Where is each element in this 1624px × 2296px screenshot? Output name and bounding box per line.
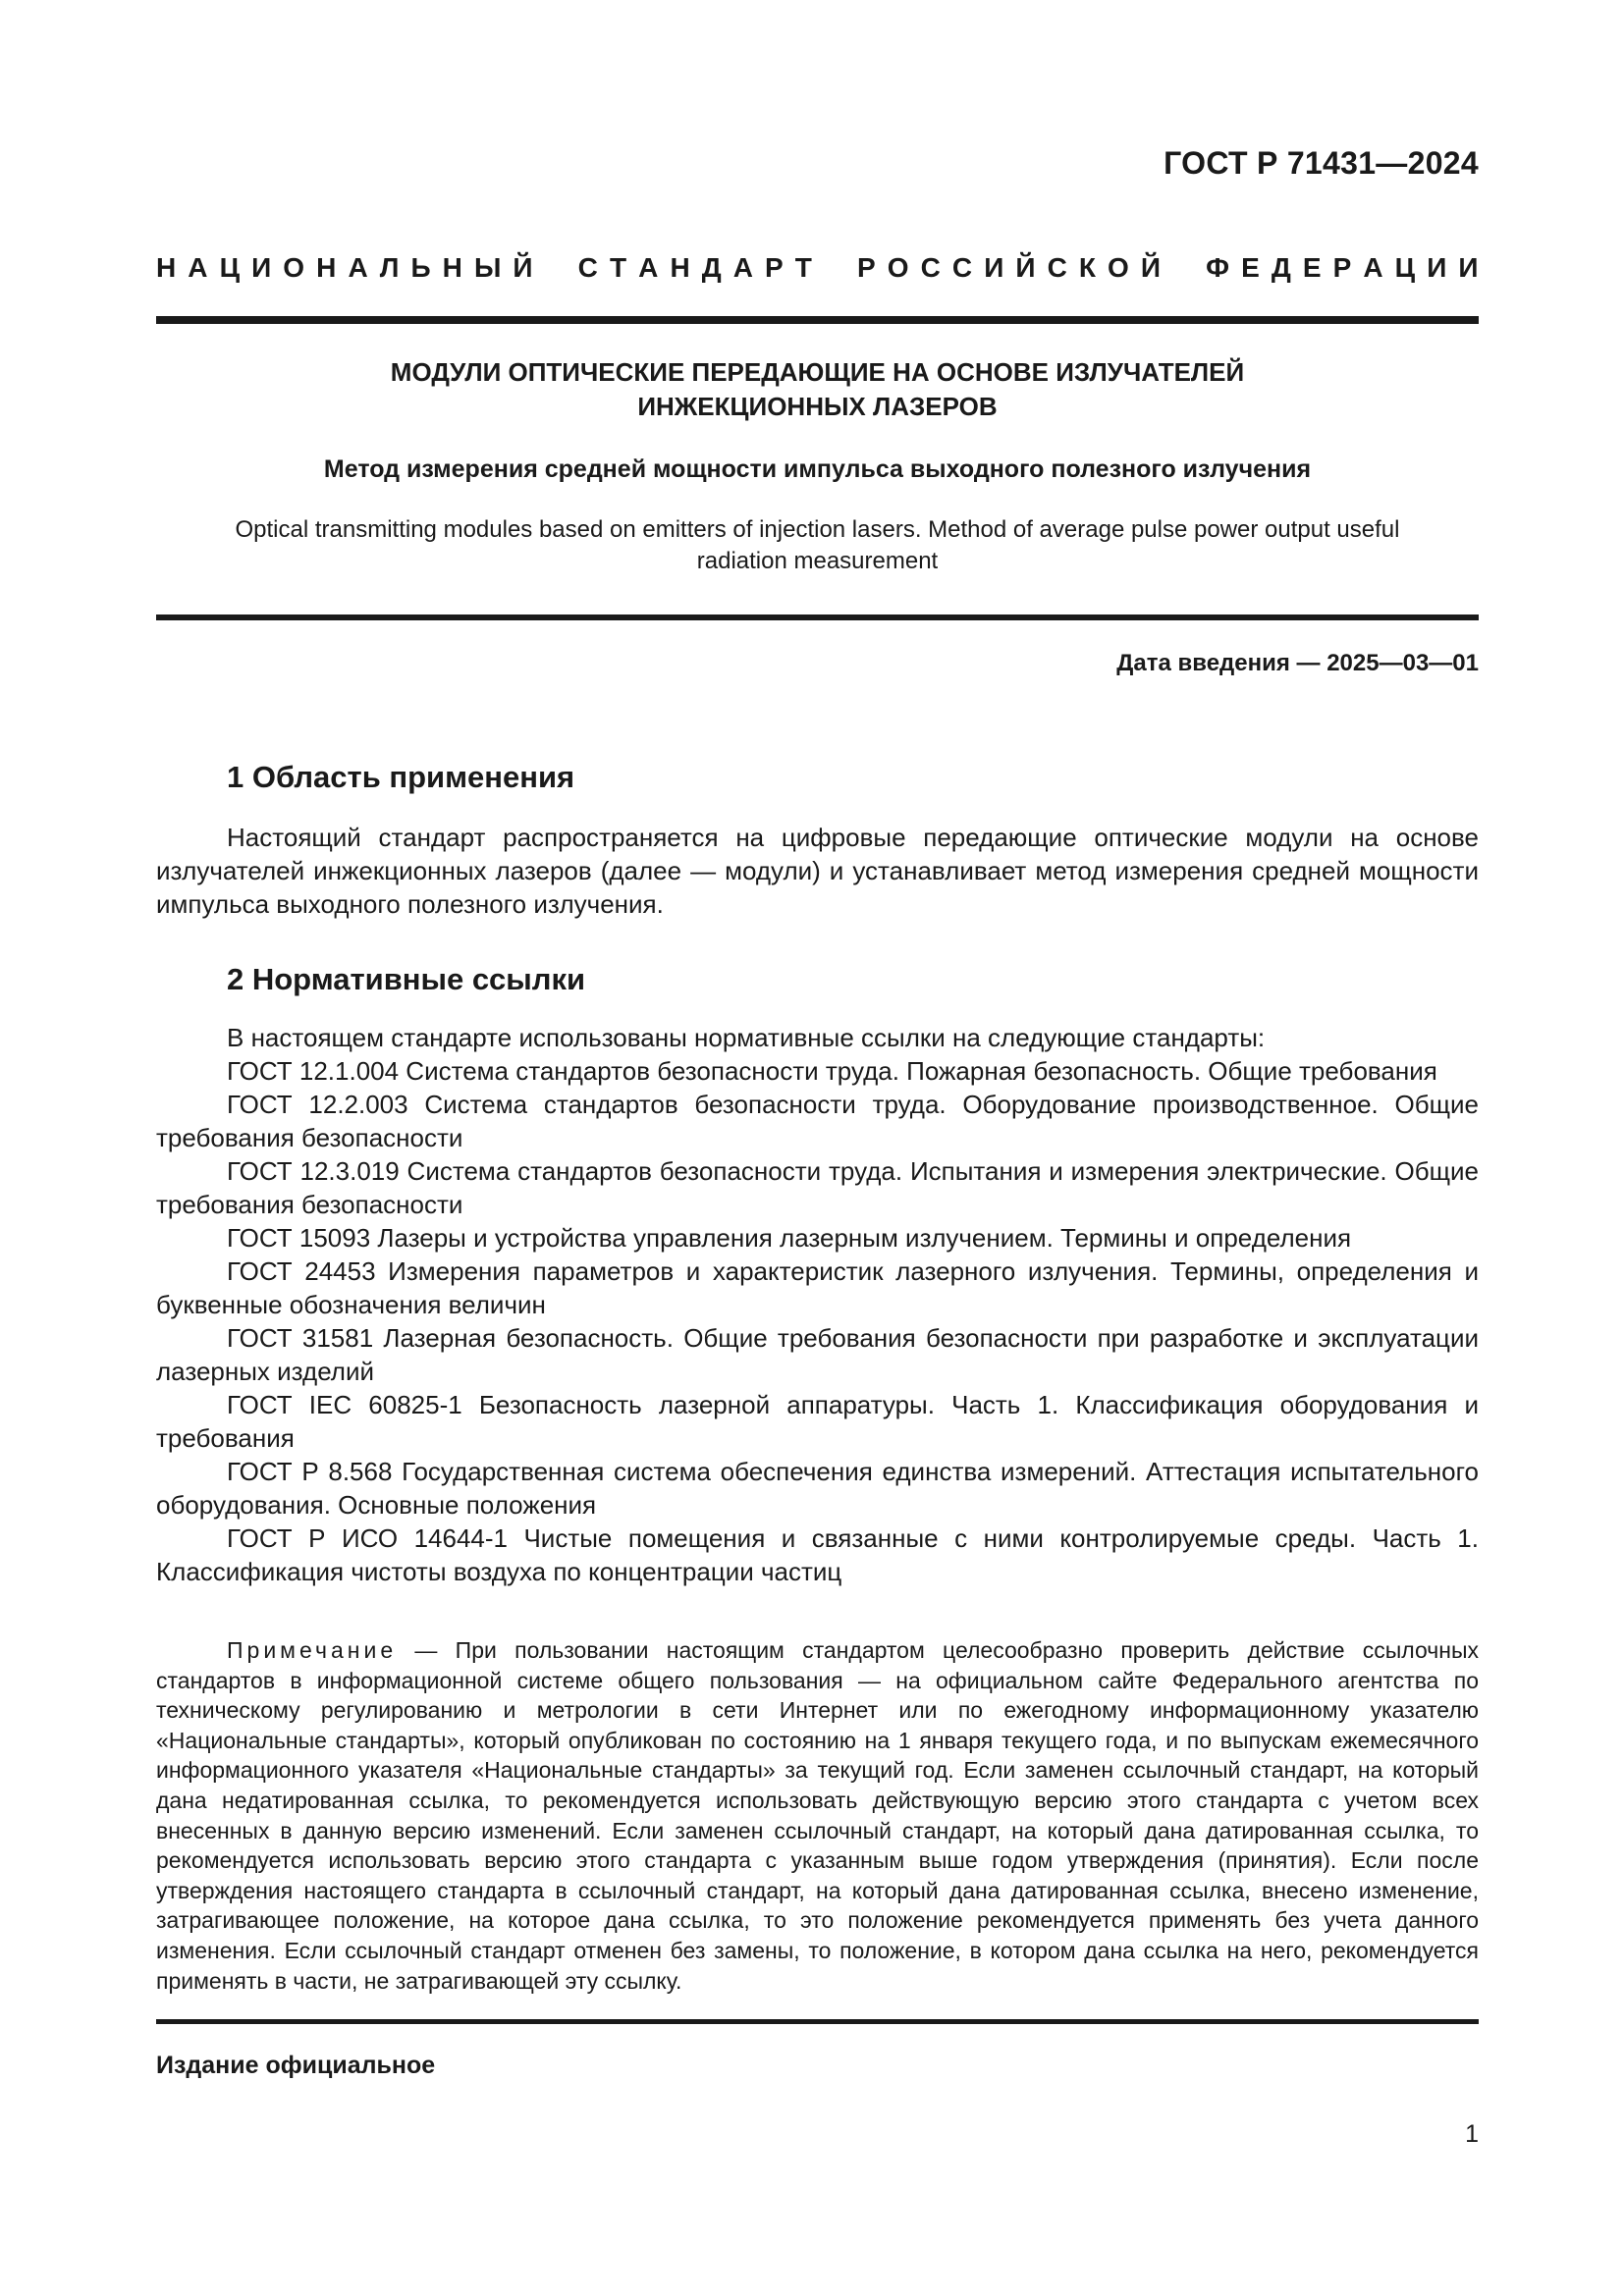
document-title bbox=[156, 355, 1479, 424]
banner-letter: А bbox=[188, 252, 208, 283]
banner-word-gap bbox=[1172, 252, 1194, 284]
standard-designation: ГОСТ Р 71431—2024 bbox=[1164, 145, 1479, 181]
banner-letter: О bbox=[283, 252, 305, 283]
banner-letter: И bbox=[251, 252, 272, 283]
banner-letter: А bbox=[638, 252, 659, 283]
normative-references-list bbox=[156, 1021, 1479, 1588]
banner-word-gap bbox=[824, 252, 845, 284]
banner-letter: А bbox=[1363, 252, 1383, 283]
references-intro: В настоящем стандарте использованы нормативные ссылки на следующие стандарты: bbox=[227, 1023, 1266, 1052]
reference-item: ГОСТ Р 8.568 Государственная система обеспечения единства измерений. Аттестация испытательного оборудования. Основные положения bbox=[156, 1457, 1479, 1520]
header-divider bbox=[156, 316, 1479, 324]
banner-letter: Р bbox=[765, 252, 784, 283]
banner-letter: Е bbox=[1241, 252, 1260, 283]
banner-letter: О bbox=[1108, 252, 1129, 283]
banner-letter: А bbox=[348, 252, 368, 283]
reference-item: ГОСТ IEC 60825-1 Безопасность лазерной аппаратуры. Часть 1. Классификация оборудования и требования bbox=[156, 1390, 1479, 1453]
document-page bbox=[156, 0, 1479, 2296]
reference-item: ГОСТ 31581 Лазерная безопасность. Общие требования безопасности при разработке и эксплуатации лазерных изделий bbox=[156, 1323, 1479, 1386]
reference-item: ГОСТ 12.1.004 Система стандартов безопасности труда. Пожарная безопасность. Общие требования bbox=[227, 1056, 1437, 1086]
banner-letter: Т bbox=[794, 252, 812, 283]
scope-paragraph: Настоящий стандарт распространяется на цифровые передающие оптические модули на основе излучателей инжекционных лазеров (далее — модули) и устанавливает метод измерения средней мощности импульса выходного полезного излучения. bbox=[156, 823, 1479, 919]
title-line-1: МОДУЛИ ОПТИЧЕСКИЕ ПЕРЕДАЮЩИЕ НА ОСНОВЕ ИЗЛУЧАТЕЛЕЙ bbox=[390, 357, 1245, 387]
english-title: Optical transmitting modules based on emitters of injection lasers. Method of average pulse power output useful radiation measurement bbox=[235, 516, 1400, 574]
banner-letter: Т bbox=[609, 252, 627, 283]
reference-item: ГОСТ 12.3.019 Система стандартов безопасности труда. Испытания и измерения электрические. Общие требования безопасности bbox=[156, 1156, 1479, 1219]
banner-letter: С bbox=[1047, 252, 1067, 283]
references-note bbox=[156, 1635, 1479, 1996]
note-text: — При пользовании настоящим стандартом целесообразно проверить действие ссылочных стандартов в информационной системе общего пользования — на официальном сайте Федерального агентства по техническому регулированию и метрологии в сети Интернет или по ежегодному информационному указателю «Национальные стандарты», который опубликован по состоянию на 1 января текущего года, и по выпускам ежемесячного информационного указателя «Национальные стандарты» за текущий год. Если заменен ссылочный стандарт, на который дана недатированная ссылка, то рекомендуется использовать действующую версию этого стандарта с учетом всех внесенных в данную версию изменений. Если заменен ссылочный стандарт, на который дана датированная ссылка, то рекомендуется использовать версию этого стандарта с указанным выше годом утверждения (принятия). Если после утверждения настоящего стандарта в ссылочный стандарт, на который дана датированная ссылка, внесено изменение, затрагивающее положение, на которое дана ссылка, то это положение рекомендуется применять без учета данного изменения. Если ссылочный стандарт отменен без замены, то положение, в котором дана ссылка на него, рекомендуется применять в части, не затрагивающей эту ссылку. bbox=[156, 1637, 1479, 1994]
banner-letter: И bbox=[1427, 252, 1447, 283]
banner-letter: Ь bbox=[410, 252, 431, 283]
banner-letter: Й bbox=[513, 252, 533, 283]
reference-item: ГОСТ 15093 Лазеры и устройства управления лазерным излучением. Термины и определения bbox=[227, 1223, 1352, 1253]
title-line-2: ИНЖЕКЦИОННЫХ ЛАЗЕРОВ bbox=[637, 392, 998, 421]
banner-letter: Ц bbox=[219, 252, 241, 283]
banner-letter: К bbox=[1078, 252, 1096, 283]
reference-item: ГОСТ Р ИСО 14644-1 Чистые помещения и связанные с ними контролируемые среды. Часть 1. Классификация чистоты воздуха по концентрации частиц bbox=[156, 1523, 1479, 1586]
note-label: Примечание bbox=[227, 1637, 398, 1663]
banner-letter: С bbox=[951, 252, 973, 283]
banner-letter: Н bbox=[442, 252, 462, 283]
title-divider bbox=[156, 614, 1479, 620]
banner-letter: Е bbox=[1302, 252, 1322, 283]
document-subtitle: Метод измерения средней мощности импульса выходного полезного излучения bbox=[323, 455, 1312, 483]
effective-date: Дата введения — 2025—03—01 bbox=[1116, 650, 1479, 676]
banner-letter: Ц bbox=[1394, 252, 1416, 283]
section-heading-scope: 1 Область применения bbox=[227, 760, 575, 794]
official-edition-label: Издание официальное bbox=[156, 2052, 436, 2079]
banner-letter: Й bbox=[1140, 252, 1162, 283]
banner-letter: Н bbox=[670, 252, 690, 283]
banner-letter: Р bbox=[1332, 252, 1352, 283]
banner-word-gap bbox=[545, 252, 567, 284]
reference-item: ГОСТ 24453 Измерения параметров и характеристик лазерного излучения. Термины, определения и буквенные обозначения величин bbox=[156, 1256, 1479, 1319]
section-heading-normative-references bbox=[227, 962, 585, 997]
national-standard-banner bbox=[156, 252, 1479, 284]
banner-letter: С bbox=[920, 252, 941, 283]
banner-letter: Ы bbox=[473, 252, 502, 283]
banner-letter: И bbox=[984, 252, 1004, 283]
banner-letter: А bbox=[732, 252, 753, 283]
heading-text: 2 Нормативные ссылки bbox=[227, 962, 586, 996]
reference-item: ГОСТ 12.2.003 Система стандартов безопасности труда. Оборудование производственное. Общие требования безопасности bbox=[156, 1090, 1479, 1152]
banner-letter: И bbox=[1458, 252, 1479, 283]
scope-text bbox=[156, 821, 1479, 921]
banner-letter: Д bbox=[1271, 252, 1291, 283]
banner-letter: О bbox=[887, 252, 909, 283]
banner-letter: Ф bbox=[1206, 252, 1230, 283]
banner-letter: С bbox=[577, 252, 598, 283]
banner-letter: Р bbox=[857, 252, 876, 283]
banner-letter: Н bbox=[156, 252, 177, 283]
page-number: 1 bbox=[1465, 2120, 1479, 2148]
footer-divider bbox=[156, 2019, 1479, 2024]
banner-letter: Н bbox=[316, 252, 337, 283]
banner-letter: Л bbox=[379, 252, 400, 283]
banner-letter: Й bbox=[1015, 252, 1036, 283]
banner-letter: Д bbox=[701, 252, 722, 283]
